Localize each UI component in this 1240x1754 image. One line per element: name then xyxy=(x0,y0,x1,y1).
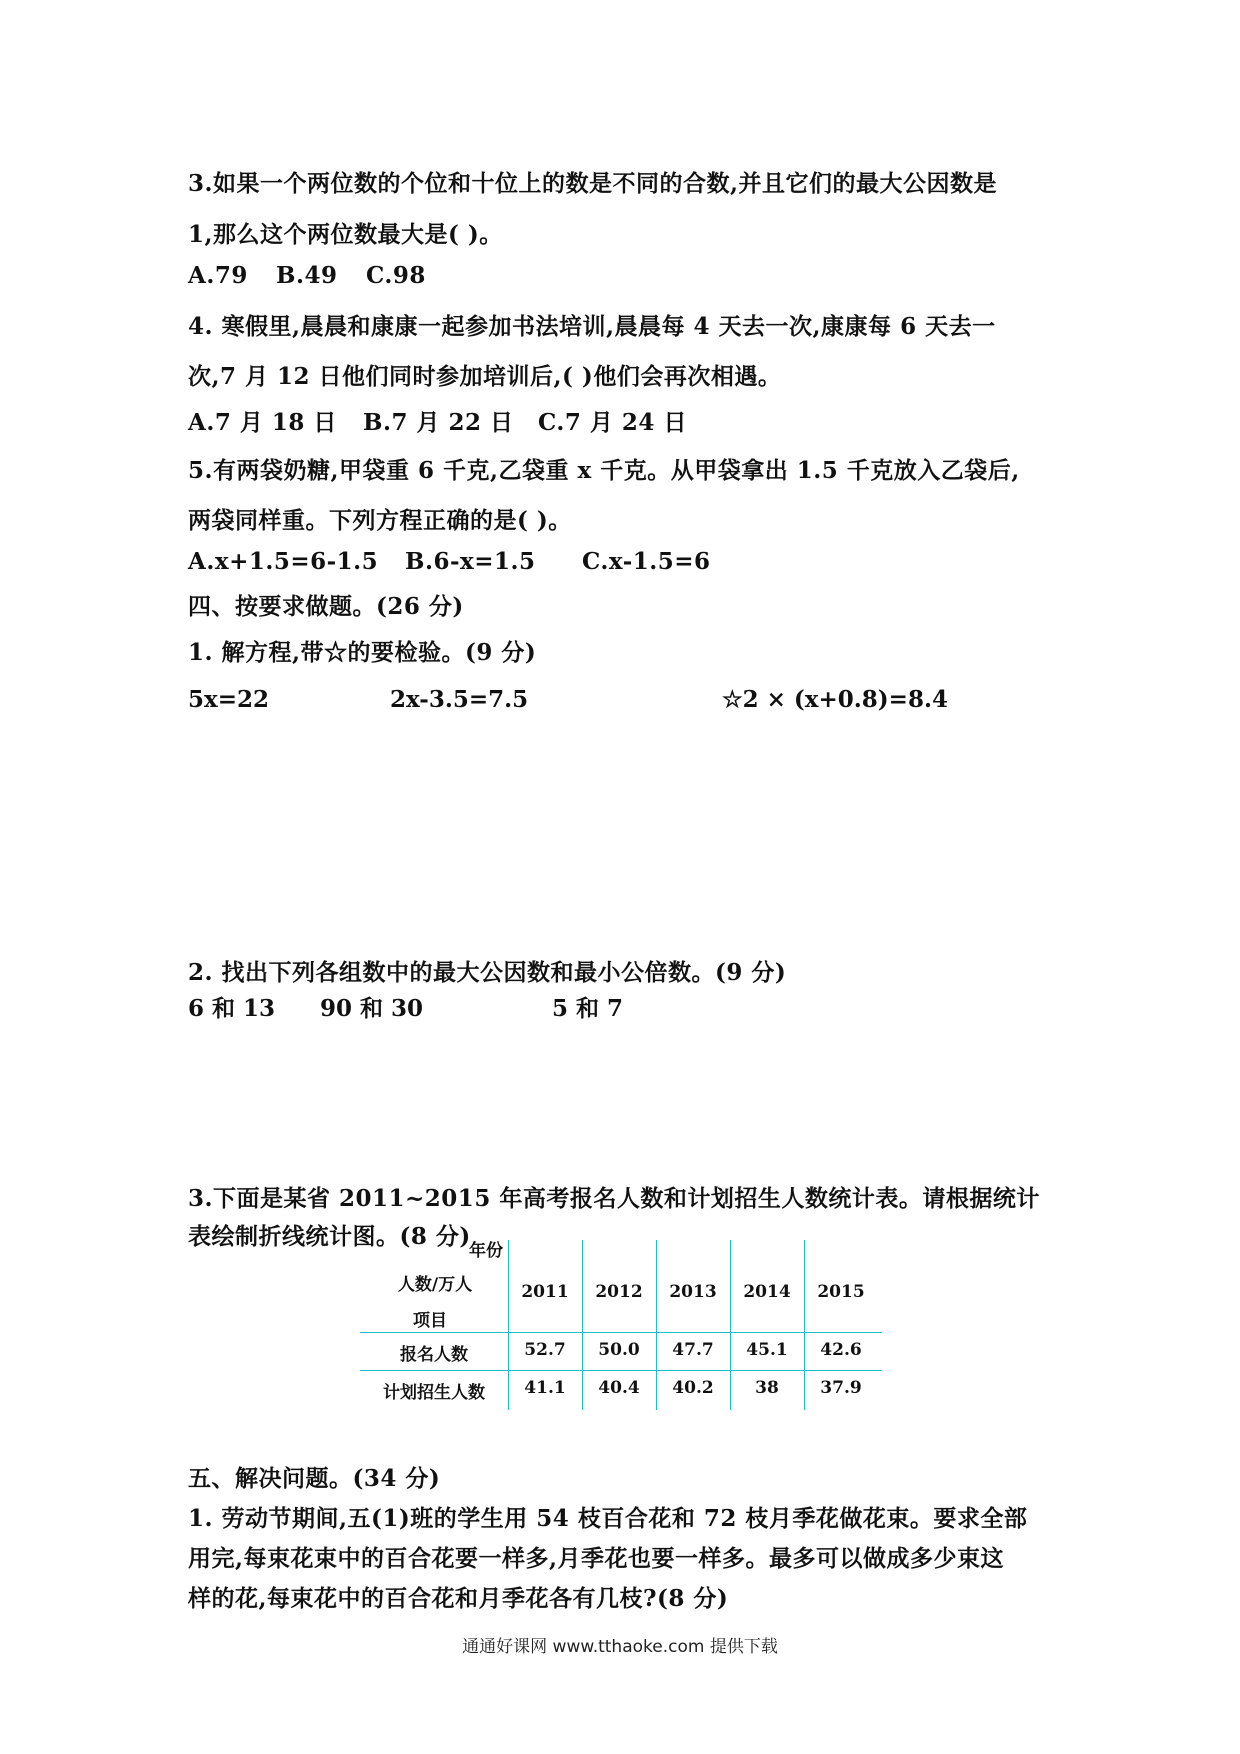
section5-title: 五、解决问题。(34 分) xyxy=(188,1465,441,1492)
table-cell: 41.1 xyxy=(524,1378,566,1398)
table-cell: 52.7 xyxy=(524,1340,566,1360)
table-cell: 37.9 xyxy=(820,1378,862,1398)
table-header-year: 2015 xyxy=(817,1282,865,1302)
q5-option-b: B.6-x=1.5 xyxy=(405,548,536,575)
table-cell: 42.6 xyxy=(820,1340,862,1360)
q4-stem-line2: 次,7 月 12 日他们同时参加培训后,( )他们会再次相遇。 xyxy=(188,363,782,390)
table-cell: 40.2 xyxy=(672,1378,714,1398)
section4-title: 四、按要求做题。(26 分) xyxy=(188,593,464,620)
q4-option-c: C.7 月 24 日 xyxy=(538,409,687,436)
table-divider xyxy=(360,1370,882,1371)
number-group-1: 6 和 13 xyxy=(188,995,276,1022)
table-header-year: 2012 xyxy=(595,1282,643,1302)
table-header-year: 2011 xyxy=(521,1282,569,1302)
equation-3: ☆2 × (x+0.8)=8.4 xyxy=(722,686,948,713)
q5-options xyxy=(188,548,1088,578)
table-cell: 47.7 xyxy=(672,1340,714,1360)
q3-option-b: B.49 xyxy=(276,262,338,289)
table-header-year: 2014 xyxy=(743,1282,791,1302)
table-cell: 50.0 xyxy=(598,1340,640,1360)
table-cell: 38 xyxy=(755,1378,779,1398)
q4-stem-line1: 4. 寒假里,晨晨和康康一起参加书法培训,晨晨每 4 天去一次,康康每 6 天去一 xyxy=(188,313,996,340)
table-corner-unit: 人数/万人 xyxy=(397,1275,473,1295)
q3-option-c: C.98 xyxy=(366,262,426,289)
section5-part1-line1: 1. 劳动节期间,五(1)班的学生用 54 枝百合花和 72 枝月季花做花束。要求全部 xyxy=(188,1505,1028,1532)
number-group-2: 90 和 30 xyxy=(320,995,424,1022)
table-row-label: 计划招生人数 xyxy=(383,1383,485,1403)
q3-stem-line2: 1,那么这个两位数最大是( )。 xyxy=(188,221,503,248)
q4-option-b: B.7 月 22 日 xyxy=(363,409,514,436)
footer-credit: 通通好课网 www.tthaoke.com 提供下载 xyxy=(462,1637,778,1657)
table-divider xyxy=(360,1332,882,1333)
table-row-label: 报名人数 xyxy=(400,1345,468,1365)
q3-options xyxy=(188,262,1088,292)
section4-part2-title: 2. 找出下列各组数中的最大公因数和最小公倍数。(9 分) xyxy=(188,959,787,986)
table-cell: 40.4 xyxy=(598,1378,640,1398)
q3-stem-line1: 3.如果一个两位数的个位和十位上的数是不同的合数,并且它们的最大公因数是 xyxy=(188,170,998,197)
section5-part1-line2: 用完,每束花束中的百合花要一样多,月季花也要一样多。最多可以做成多少束这 xyxy=(188,1545,1005,1572)
equation-2: 2x-3.5=7.5 xyxy=(390,686,529,713)
section5-part1-line3: 样的花,每束花中的百合花和月季花各有几枝?(8 分) xyxy=(188,1585,729,1612)
table-corner-year: 年份 xyxy=(469,1241,503,1261)
table-corner-item: 项目 xyxy=(413,1311,447,1331)
q5-stem-line1: 5.有两袋奶糖,甲袋重 6 千克,乙袋重 x 千克。从甲袋拿出 1.5 千克放入乙袋后, xyxy=(188,457,1020,484)
q5-option-a: A.x+1.5=6-1.5 xyxy=(188,548,379,575)
q3-option-a: A.79 xyxy=(188,262,248,289)
q4-options xyxy=(188,404,1088,434)
statistics-table xyxy=(360,1240,880,1410)
table-header-year: 2013 xyxy=(669,1282,717,1302)
q5-stem-line2: 两袋同样重。下列方程正确的是( )。 xyxy=(188,507,572,534)
q4-option-a: A.7 月 18 日 xyxy=(188,409,337,436)
number-group-3: 5 和 7 xyxy=(552,995,624,1022)
equation-1: 5x=22 xyxy=(188,686,269,713)
section4-part1-title: 1. 解方程,带☆的要检验。(9 分) xyxy=(188,639,537,666)
section4-part3-line2: 表绘制折线统计图。(8 分) xyxy=(188,1223,471,1250)
q5-option-c: C.x-1.5=6 xyxy=(582,548,711,575)
section4-part3-line1: 3.下面是某省 2011~2015 年高考报名人数和计划招生人数统计表。请根据统计 xyxy=(188,1185,1040,1212)
table-cell: 45.1 xyxy=(746,1340,788,1360)
